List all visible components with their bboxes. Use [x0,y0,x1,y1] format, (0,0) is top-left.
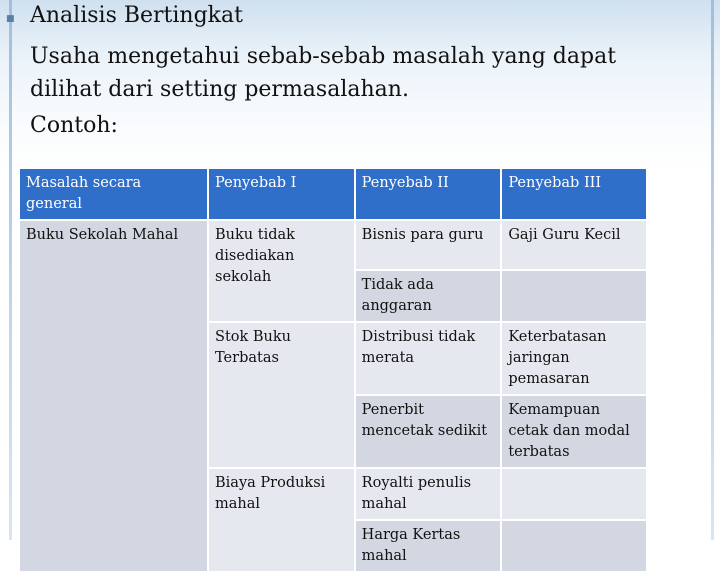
header-cause-1: Penyebab I [208,168,355,220]
cause-2-cell: Penerbit mencetak sedikit [355,395,502,468]
cause-2-cell: Harga Kertas mahal [355,520,502,572]
cause-2-cell: Bisnis para guru [355,220,502,270]
cause-1-cell: Stok Buku Terbatas [208,322,355,468]
table-row [19,220,647,270]
cause-3-cell: Gaji Guru Kecil [501,220,647,270]
slide-frame-left [9,0,12,540]
cause-2-cell: Distribusi tidak merata [355,322,502,395]
slide-heading: Analisis Bertingkat [30,3,243,28]
cause-3-cell: Keterbatasan jaringan pemasaran [501,322,647,395]
cause-1-cell: Biaya Produksi mahal [208,468,355,572]
bullet-icon: ■ [6,14,15,24]
header-general-problem: Masalah secara general [19,168,208,220]
cause-analysis-table [18,167,648,573]
slide-frame-right [711,0,714,540]
cause-3-cell: Kemampuan cetak dan modal terbatas [501,395,647,468]
table-header-row [19,168,647,220]
cause-3-cell [501,520,647,572]
cause-2-cell: Royalti penulis mahal [355,468,502,520]
example-label: Contoh: [30,113,118,138]
cause-3-cell [501,468,647,520]
general-problem-cell: Buku Sekolah Mahal [19,220,208,572]
header-cause-3: Penyebab III [501,168,647,220]
description-line-2: dilihat dari setting permasalahan. [30,77,409,102]
description-line-1: Usaha mengetahui sebab-sebab masalah yang dapat [30,44,617,69]
cause-2-cell: Tidak ada anggaran [355,270,502,322]
cause-3-cell [501,270,647,322]
header-cause-2: Penyebab II [355,168,502,220]
cause-1-cell: Buku tidak disediakan sekolah [208,220,355,322]
